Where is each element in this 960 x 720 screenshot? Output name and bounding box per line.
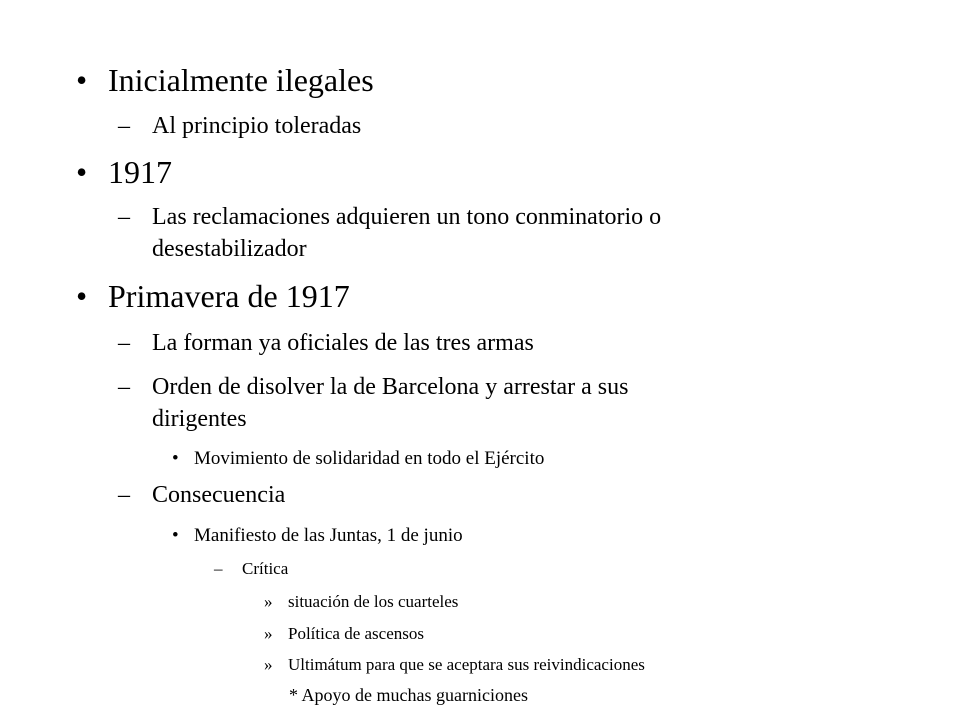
dash-marker: – <box>118 330 130 356</box>
guillemet-marker: » <box>264 592 273 611</box>
bullet-marker: • <box>172 448 179 469</box>
bullet-text: Orden de disolver la de Barcelona y arrestar a sus <box>152 374 629 400</box>
bullet-text: Manifiesto de las Juntas, 1 de junio <box>194 525 463 546</box>
bullet-text: dirigentes <box>152 406 247 432</box>
bullet-marker: • <box>172 525 179 546</box>
bullet-text: Crítica <box>242 559 289 578</box>
guillemet-marker: » <box>264 655 273 674</box>
bullet-marker: • <box>76 62 88 98</box>
bullet-text: Al principio toleradas <box>152 113 362 139</box>
bullet-text: desestabilizador <box>152 236 307 262</box>
guillemet-marker: » <box>264 624 273 643</box>
dash-marker: – <box>118 482 130 508</box>
dash-marker: – <box>214 559 223 578</box>
bullet-text: Ultimátum para que se aceptara sus reivindicaciones <box>288 655 645 674</box>
dash-marker: – <box>118 374 130 400</box>
bullet-marker: • <box>76 278 88 314</box>
bullet-text: La forman ya oficiales de las tres armas <box>152 330 534 356</box>
bullet-text: Las reclamaciones adquieren un tono conminatorio o <box>152 204 662 230</box>
bullet-text: situación de los cuarteles <box>288 592 459 611</box>
bullet-text: 1917 <box>108 154 172 190</box>
dash-marker: – <box>118 113 130 139</box>
dash-marker: – <box>118 204 130 230</box>
bullet-text: Política de ascensos <box>288 624 424 643</box>
bullet-text: Movimiento de solidaridad en todo el Ejército <box>194 448 545 469</box>
bullet-marker: • <box>76 154 88 190</box>
bullet-text: Primavera de 1917 <box>108 278 350 314</box>
bullet-text: Inicialmente ilegales <box>108 62 374 98</box>
bullet-text: Consecuencia <box>152 482 286 508</box>
bullet-text: * Apoyo de muchas guarniciones <box>289 685 528 705</box>
